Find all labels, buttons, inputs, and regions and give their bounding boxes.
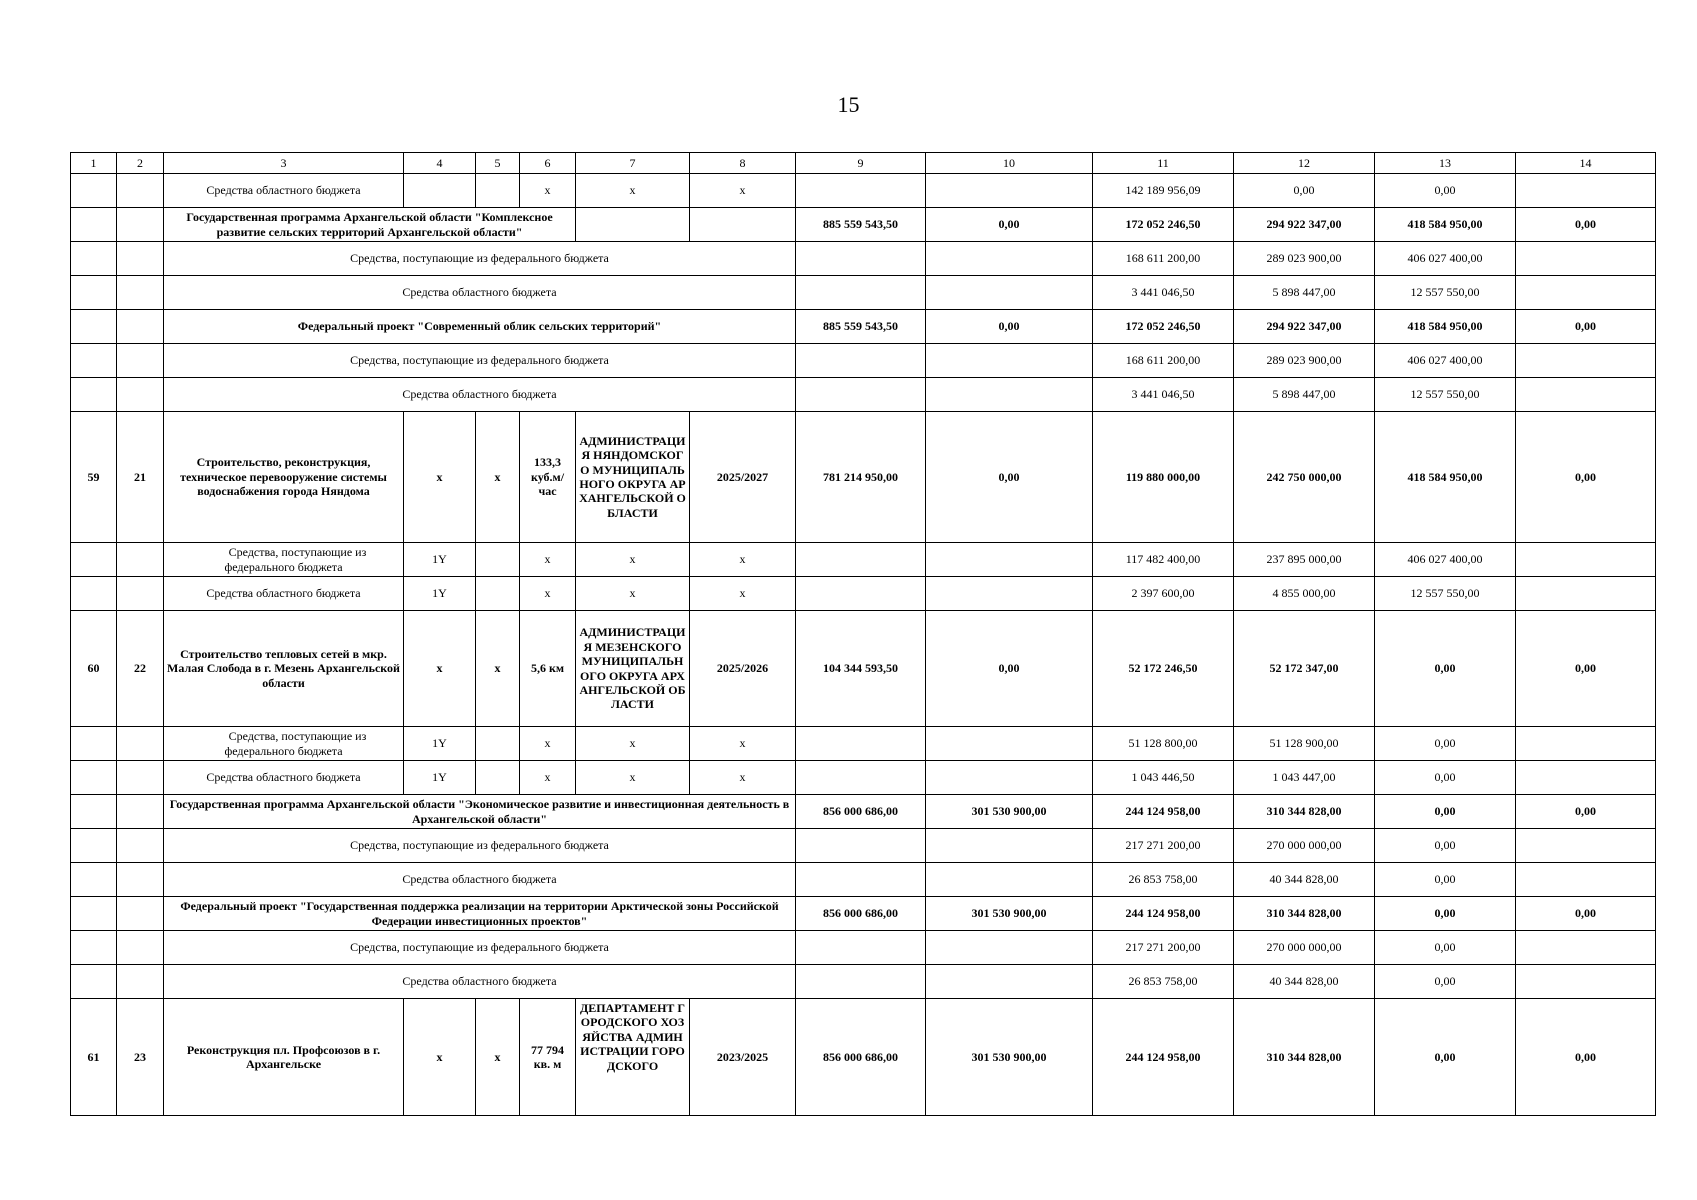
table-row: 61 23 Реконструкция пл. Профсоюзов в г. Архангельске x x 77 794 кв. м ДЕПАРТАМЕНТ ГОРОДСКОГО ХОЗЯЙСТВА АДМИНИСТРАЦИИ ГОРОДСКОГО 2023/2025 856 000 686,00 301 530 900,00 244 124 958,00 310 344 828,00 0,00 0,00 — [71, 999, 1656, 1116]
row-number: 61 — [71, 999, 117, 1116]
funding-source: Средства областного бюджета — [164, 863, 796, 897]
project-title: Федеральный проект "Государственная поддержка реализации на территории Арктической зоны Российской Федерации инвестиционных проектов" — [164, 897, 796, 931]
header-cell: 9 — [796, 153, 926, 174]
capacity: 77 794 кв. м — [520, 999, 576, 1116]
period: 2025/2026 — [690, 611, 796, 727]
funding-source: Средства областного бюджета — [164, 174, 404, 208]
header-cell: 8 — [690, 153, 796, 174]
table-row: Средства, поступающие из федерального бюджета 1Y x x x 117 482 400,00 237 895 000,00 406 027 400,00 — [71, 543, 1656, 577]
header-cell: 14 — [1516, 153, 1656, 174]
table-row: Средства областного бюджета 3 441 046,50 5 898 447,00 12 557 550,00 — [71, 276, 1656, 310]
table-row: Средства, поступающие из федерального бюджета 1Y x x x 51 128 800,00 51 128 900,00 0,00 — [71, 727, 1656, 761]
table-row: Средства областного бюджета 3 441 046,50 5 898 447,00 12 557 550,00 — [71, 378, 1656, 412]
responsible-org: ДЕПАРТАМЕНТ ГОРОДСКОГО ХОЗЯЙСТВА АДМИНИСТРАЦИИ ГОРОДСКОГО — [576, 999, 690, 1116]
row-number: 22 — [117, 611, 164, 727]
capacity: 5,6 км — [520, 611, 576, 727]
program-title: Государственная программа Архангельской области "Комплексное развитие сельских территорий Архангельской области" — [164, 208, 576, 242]
responsible-org: АДМИНИСТРАЦИЯ МЕЗЕНСКОГО МУНИЦИПАЛЬНОГО ОКРУГА АРХАНГЕЛЬСКОЙ ОБЛАСТИ — [576, 611, 690, 727]
funding-source: Средства областного бюджета — [164, 276, 796, 310]
header-cell: 6 — [520, 153, 576, 174]
project-title: Федеральный проект "Современный облик сельских территорий" — [164, 310, 796, 344]
header-cell: 4 — [404, 153, 476, 174]
responsible-org: АДМИНИСТРАЦИЯ НЯНДОМСКОГО МУНИЦИПАЛЬНОГО ОКРУГА АРХАНГЕЛЬСКОЙ ОБЛАСТИ — [576, 412, 690, 543]
object-name: Строительство, реконструкция, техническое перевооружение системы водоснабжения города Няндома — [164, 412, 404, 543]
table-row: Федеральный проект "Государственная поддержка реализации на территории Арктической зоны Российской Федерации инвестиционных проектов" 856 000 686,00 301 530 900,00 244 124 958,00 310 344 828,00 0,00 0,00 — [71, 897, 1656, 931]
funding-source: Средства областного бюджета — [164, 761, 404, 795]
table-row: Средства областного бюджета x x x 142 189 956,09 0,00 0,00 — [71, 174, 1656, 208]
table-row: Средства, поступающие из федерального бюджета 217 271 200,00 270 000 000,00 0,00 — [71, 829, 1656, 863]
program-title: Государственная программа Архангельской области "Экономическое развитие и инвестиционная деятельность в Архангельской области" — [164, 795, 796, 829]
funding-source: Средства областного бюджета — [164, 378, 796, 412]
row-number: 59 — [71, 412, 117, 543]
funding-source: Средства, поступающие из федерального бюджета — [164, 931, 796, 965]
budget-table — [70, 152, 1656, 1116]
header-cell: 2 — [117, 153, 164, 174]
header-cell: 1 — [71, 153, 117, 174]
period: 2025/2027 — [690, 412, 796, 543]
table-row: 60 22 Строительство тепловых сетей в мкр. Малая Слобода в г. Мезень Архангельской области x x 5,6 км АДМИНИСТРАЦИЯ МЕЗЕНСКОГО МУНИЦИПАЛЬНОГО ОКРУГА АРХАНГЕЛЬСКОЙ ОБЛАСТИ 2025/2026 104 344 593,50 0,00 52 172 246,50 52 172 347,00 0,00 0,00 — [71, 611, 1656, 727]
header-cell: 13 — [1375, 153, 1516, 174]
funding-source: Средства, поступающие из федерального бюджета — [164, 543, 404, 577]
page-number: 15 — [837, 92, 860, 117]
object-name: Реконструкция пл. Профсоюзов в г. Архангельске — [164, 999, 404, 1116]
capacity: 133,3 куб.м/час — [520, 412, 576, 543]
header-cell: 5 — [476, 153, 520, 174]
funding-source: Средства, поступающие из федерального бюджета — [164, 829, 796, 863]
table-row: Средства, поступающие из федерального бюджета 217 271 200,00 270 000 000,00 0,00 — [71, 931, 1656, 965]
table-row: Государственная программа Архангельской области "Экономическое развитие и инвестиционная деятельность в Архангельской области" 856 000 686,00 301 530 900,00 244 124 958,00 310 344 828,00 0,00 0,00 — [71, 795, 1656, 829]
funding-source: Средства областного бюджета — [164, 577, 404, 611]
table-row: Средства областного бюджета 1Y x x x 1 043 446,50 1 043 447,00 0,00 — [71, 761, 1656, 795]
table-row: Средства, поступающие из федерального бюджета 168 611 200,00 289 023 900,00 406 027 400,00 — [71, 242, 1656, 276]
funding-source: Средства областного бюджета — [164, 965, 796, 999]
funding-source: Средства, поступающие из федерального бюджета — [164, 727, 404, 761]
row-number: 23 — [117, 999, 164, 1116]
table-row: Средства областного бюджета 26 853 758,00 40 344 828,00 0,00 — [71, 965, 1656, 999]
header-row — [71, 153, 1656, 174]
row-number: 21 — [117, 412, 164, 543]
header-cell: 10 — [926, 153, 1093, 174]
funding-source: Средства, поступающие из федерального бюджета — [164, 344, 796, 378]
header-cell: 3 — [164, 153, 404, 174]
period: 2023/2025 — [690, 999, 796, 1116]
table-row: Средства областного бюджета 1Y x x x 2 397 600,00 4 855 000,00 12 557 550,00 — [71, 577, 1656, 611]
table-row: 59 21 Строительство, реконструкция, техническое перевооружение системы водоснабжения города Няндома x x 133,3 куб.м/час АДМИНИСТРАЦИЯ НЯНДОМСКОГО МУНИЦИПАЛЬНОГО ОКРУГА АРХАНГЕЛЬСКОЙ ОБЛАСТИ 2025/2027 781 214 950,00 0,00 119 880 000,00 242 750 000,00 418 584 950,00 0,00 — [71, 412, 1656, 543]
table-row: Государственная программа Архангельской области "Комплексное развитие сельских территорий Архангельской области" 885 559 543,50 0,00 172 052 246,50 294 922 347,00 418 584 950,00 0,00 — [71, 208, 1656, 242]
table-row: Федеральный проект "Современный облик сельских территорий" 885 559 543,50 0,00 172 052 246,50 294 922 347,00 418 584 950,00 0,00 — [71, 310, 1656, 344]
header-cell: 7 — [576, 153, 690, 174]
table-row: Средства, поступающие из федерального бюджета 168 611 200,00 289 023 900,00 406 027 400,00 — [71, 344, 1656, 378]
table-row: Средства областного бюджета 26 853 758,00 40 344 828,00 0,00 — [71, 863, 1656, 897]
object-name: Строительство тепловых сетей в мкр. Малая Слобода в г. Мезень Архангельской области — [164, 611, 404, 727]
header-cell: 11 — [1093, 153, 1234, 174]
header-cell: 12 — [1234, 153, 1375, 174]
row-number: 60 — [71, 611, 117, 727]
funding-source: Средства, поступающие из федерального бюджета — [164, 242, 796, 276]
